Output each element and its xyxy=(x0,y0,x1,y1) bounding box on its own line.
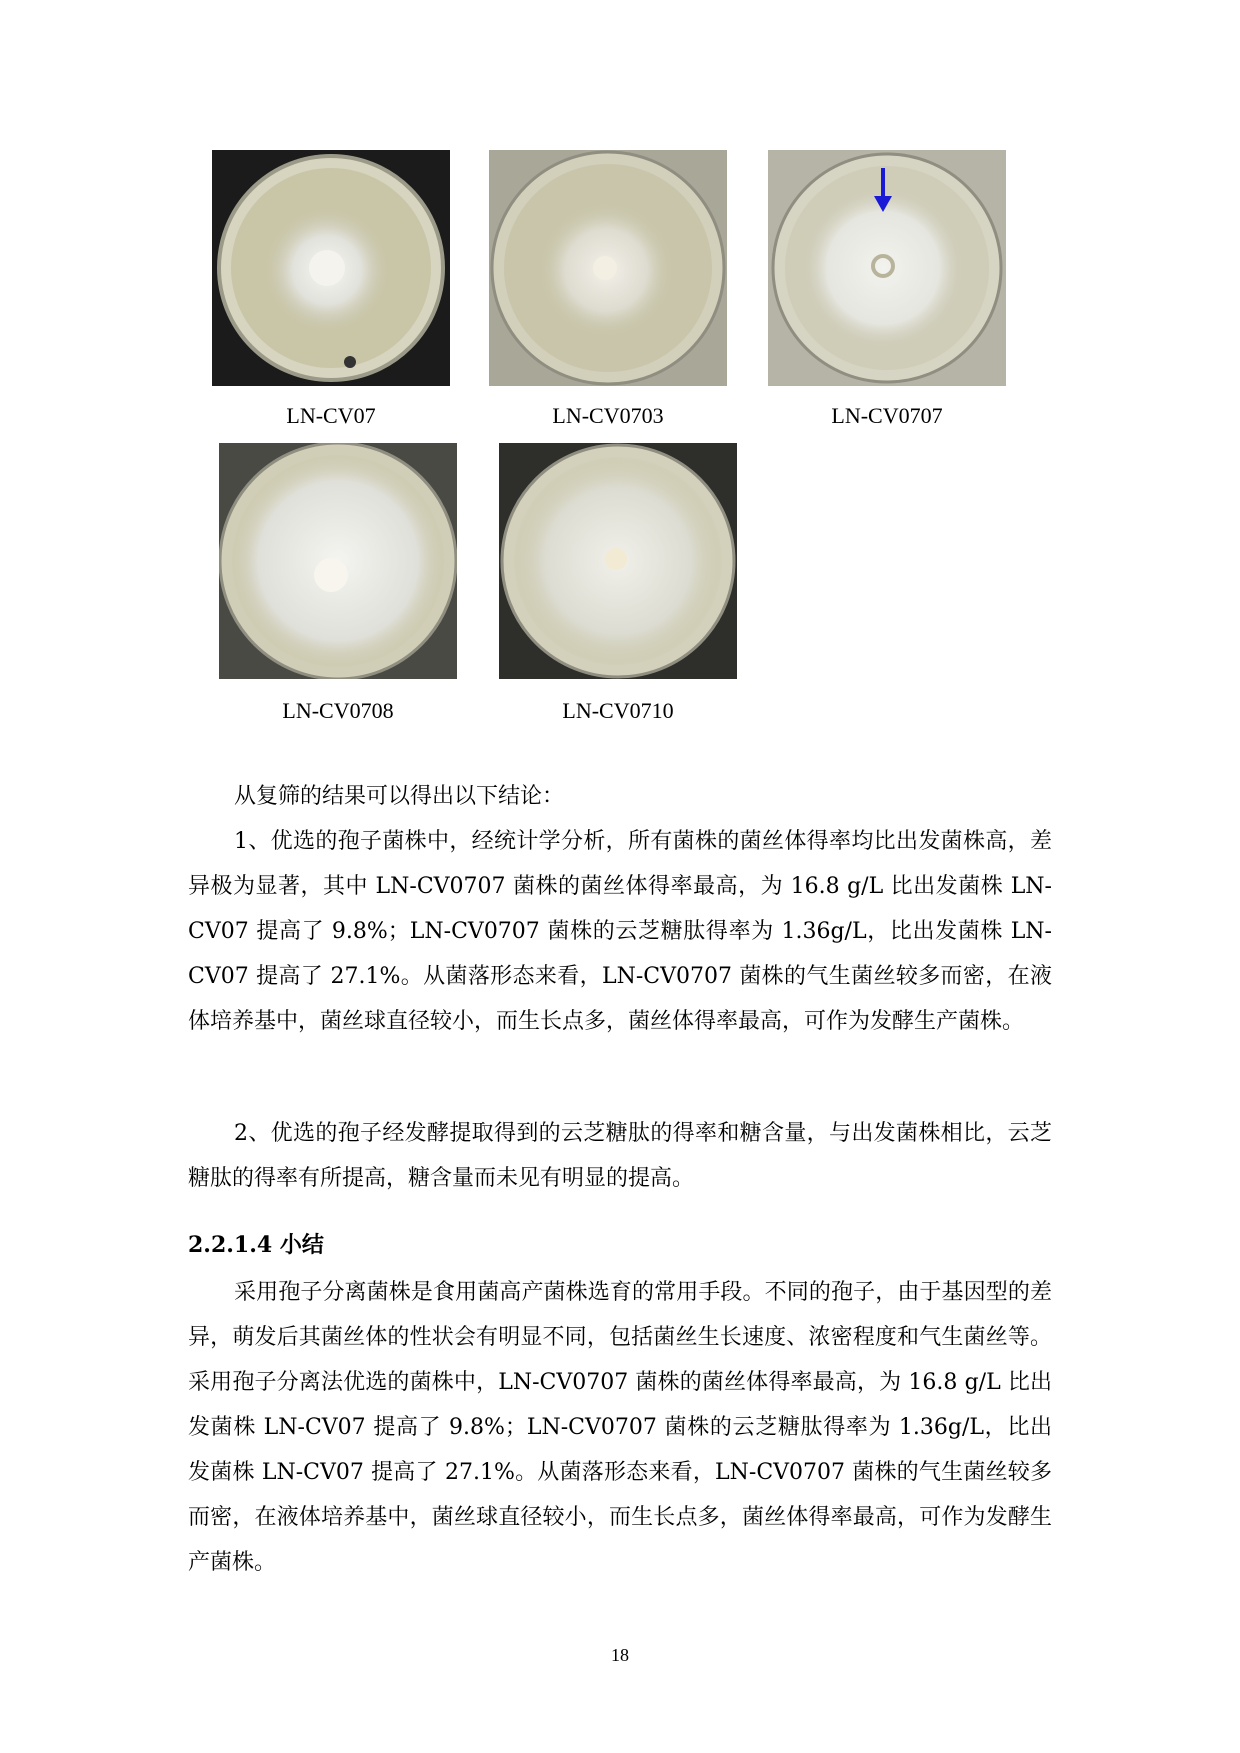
figure-caption: LN-CV07 xyxy=(286,403,376,428)
page-number: 18 xyxy=(611,1645,629,1665)
figure-caption: LN-CV0703 xyxy=(552,403,664,428)
petri-dish-photo-ln-cv0710 xyxy=(499,443,737,679)
figure-caption: LN-CV0708 xyxy=(282,698,394,723)
petri-dish-photo-ln-cv0707 xyxy=(768,150,1006,386)
conclusion-point-2: 2、优选的孢子经发酵提取得到的云芝糖肽的得率和糖含量，与出发菌株相比，云芝糖肽的得率有所提高，糖含量而未见有明显的提高。 xyxy=(188,1121,1052,1191)
section-heading: 2.2.1.4 小结 xyxy=(188,1232,324,1258)
petri-dish-photo-ln-cv0703 xyxy=(489,150,727,386)
summary-paragraph: 采用孢子分离菌株是食用菌高产菌株选育的常用手段。不同的孢子，由于基因型的差异，萌发后其菌丝体的性状会有明显不同，包括菌丝生长速度、浓密程度和气生菌丝等。采用孢子分离法优选的菌株中，LN-CV0707 菌株的菌丝体得率最高，为 16.8 g/L 比出发菌株 LN-CV07 提高了 9.8%；LN-CV0707 菌株的云芝糖肽得率为 1.36g/L，比出发菌株 LN-CV07 提高了 27.1%。从菌落形态来看，LN-CV0707 菌株的气生菌丝较多而密，在液体培养基中，菌丝球直径较小，而生长点多，菌丝体得率最高，可作为发酵生产菌株。 xyxy=(188,1280,1052,1575)
petri-dish-photo-ln-cv0708 xyxy=(219,443,457,679)
figure-caption: LN-CV0710 xyxy=(562,698,674,723)
conclusion-point-1: 1、优选的孢子菌株中，经统计学分析，所有菌株的菌丝体得率均比出发菌株高，差异极为显著，其中 LN-CV0707 菌株的菌丝体得率最高，为 16.8 g/L 比出发菌株 LN-CV07 提高了 9.8%；LN-CV0707 菌株的云芝糖肽得率为 1.36g/L，比出发菌株 LN-CV07 提高了 27.1%。从菌落形态来看，LN-CV0707 菌株的气生菌丝较多而密，在液体培养基中，菌丝球直径较小，而生长点多，菌丝体得率最高，可作为发酵生产菌株。 xyxy=(188,829,1052,1034)
petri-dish-photo-ln-cv07 xyxy=(212,150,450,386)
figure-caption: LN-CV0707 xyxy=(831,403,943,428)
intro-paragraph: 从复筛的结果可以得出以下结论： xyxy=(234,784,565,809)
